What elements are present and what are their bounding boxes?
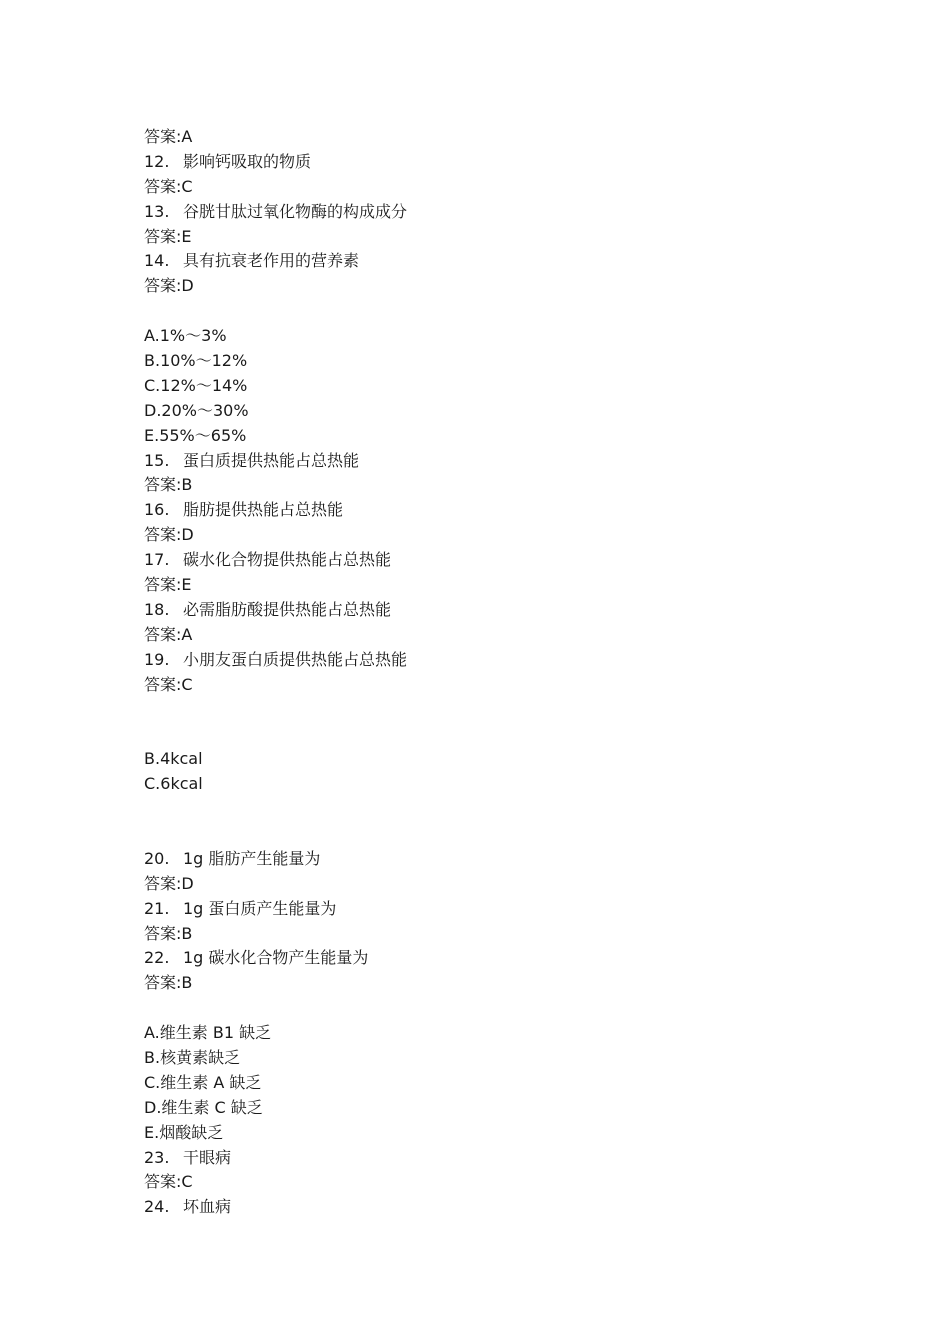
question-text: 谷胱甘肽过氧化物酶的构成成分 bbox=[183, 201, 408, 221]
question-line bbox=[144, 648, 844, 673]
option-line: D.20%～30% bbox=[144, 400, 249, 420]
option-line: C.12%～14% bbox=[144, 375, 248, 395]
question-number: 19. bbox=[144, 649, 170, 669]
question-text: 小朋友蛋白质提供热能占总热能 bbox=[183, 649, 408, 669]
answer-line: 答案:C bbox=[144, 176, 193, 196]
question-text: 必需脂肪酸提供热能占总热能 bbox=[183, 599, 392, 619]
question-text: 1g 脂肪产生能量为 bbox=[183, 848, 321, 868]
question-text: 坏血病 bbox=[183, 1197, 232, 1217]
option-line: A.维生素 B1 缺乏 bbox=[144, 1023, 272, 1043]
question-line bbox=[144, 1146, 844, 1171]
question-number: 15. bbox=[144, 450, 170, 470]
question-line bbox=[144, 847, 844, 872]
question-number: 16. bbox=[144, 500, 170, 520]
question-text: 脂肪提供热能占总热能 bbox=[183, 500, 344, 520]
question-number: 18. bbox=[144, 599, 170, 619]
option-line: B.核黄素缺乏 bbox=[144, 1047, 241, 1067]
blank-line bbox=[144, 722, 844, 747]
question-text: 1g 碳水化合物产生能量为 bbox=[183, 948, 369, 968]
answer-line: 答案:D bbox=[144, 525, 194, 545]
answer-line: 答案:A bbox=[144, 127, 193, 146]
option-line: D.维生素 C 缺乏 bbox=[144, 1097, 263, 1117]
document-body bbox=[144, 125, 844, 1220]
question-line bbox=[144, 200, 844, 225]
answer-line: 答案:D bbox=[144, 873, 194, 893]
question-number: 17. bbox=[144, 550, 170, 570]
answer-line: 答案:E bbox=[144, 226, 192, 246]
question-number: 13. bbox=[144, 201, 170, 221]
answer-line: 答案:B bbox=[144, 923, 193, 943]
question-text: 碳水化合物提供热能占总热能 bbox=[183, 550, 392, 570]
question-text: 蛋白质提供热能占总热能 bbox=[183, 450, 360, 470]
question-line bbox=[144, 946, 844, 971]
question-text: 影响钙吸取的物质 bbox=[183, 151, 312, 171]
option-line: A.1%～3% bbox=[144, 326, 227, 346]
question-line bbox=[144, 897, 844, 922]
option-line: E.烟酸缺乏 bbox=[144, 1122, 224, 1142]
question-number: 24. bbox=[144, 1197, 170, 1217]
blank-line bbox=[144, 299, 844, 324]
blank-line bbox=[144, 996, 844, 1021]
question-number: 23. bbox=[144, 1147, 170, 1167]
option-line: B.10%～12% bbox=[144, 351, 248, 371]
question-number: 12. bbox=[144, 151, 170, 171]
option-line: C.6kcal bbox=[144, 774, 203, 794]
blank-line bbox=[144, 822, 844, 847]
answer-line: 答案:A bbox=[144, 624, 193, 644]
option-line: B.4kcal bbox=[144, 749, 203, 769]
answer-line: 答案:B bbox=[144, 475, 193, 495]
answer-line: 答案:C bbox=[144, 674, 193, 694]
answer-line: 答案:B bbox=[144, 973, 193, 993]
question-number: 14. bbox=[144, 251, 170, 271]
blank-line bbox=[144, 797, 844, 822]
blank-line bbox=[144, 697, 844, 722]
answer-line: 答案:C bbox=[144, 1172, 193, 1192]
question-line bbox=[144, 449, 844, 474]
question-text: 1g 蛋白质产生能量为 bbox=[183, 898, 337, 918]
option-line: E.55%～65% bbox=[144, 425, 247, 445]
question-text: 具有抗衰老作用的营养素 bbox=[183, 251, 360, 271]
question-text: 干眼病 bbox=[183, 1147, 232, 1167]
question-line bbox=[144, 598, 844, 623]
option-line: C.维生素 A 缺乏 bbox=[144, 1072, 262, 1092]
answer-line: 答案:E bbox=[144, 575, 192, 595]
question-line bbox=[144, 1195, 844, 1220]
question-line bbox=[144, 150, 844, 175]
question-number: 22. bbox=[144, 948, 170, 968]
question-number: 20. bbox=[144, 848, 170, 868]
question-line bbox=[144, 548, 844, 573]
answer-line: 答案:D bbox=[144, 276, 194, 296]
question-line bbox=[144, 498, 844, 523]
question-number: 21. bbox=[144, 898, 170, 918]
question-line bbox=[144, 249, 844, 274]
